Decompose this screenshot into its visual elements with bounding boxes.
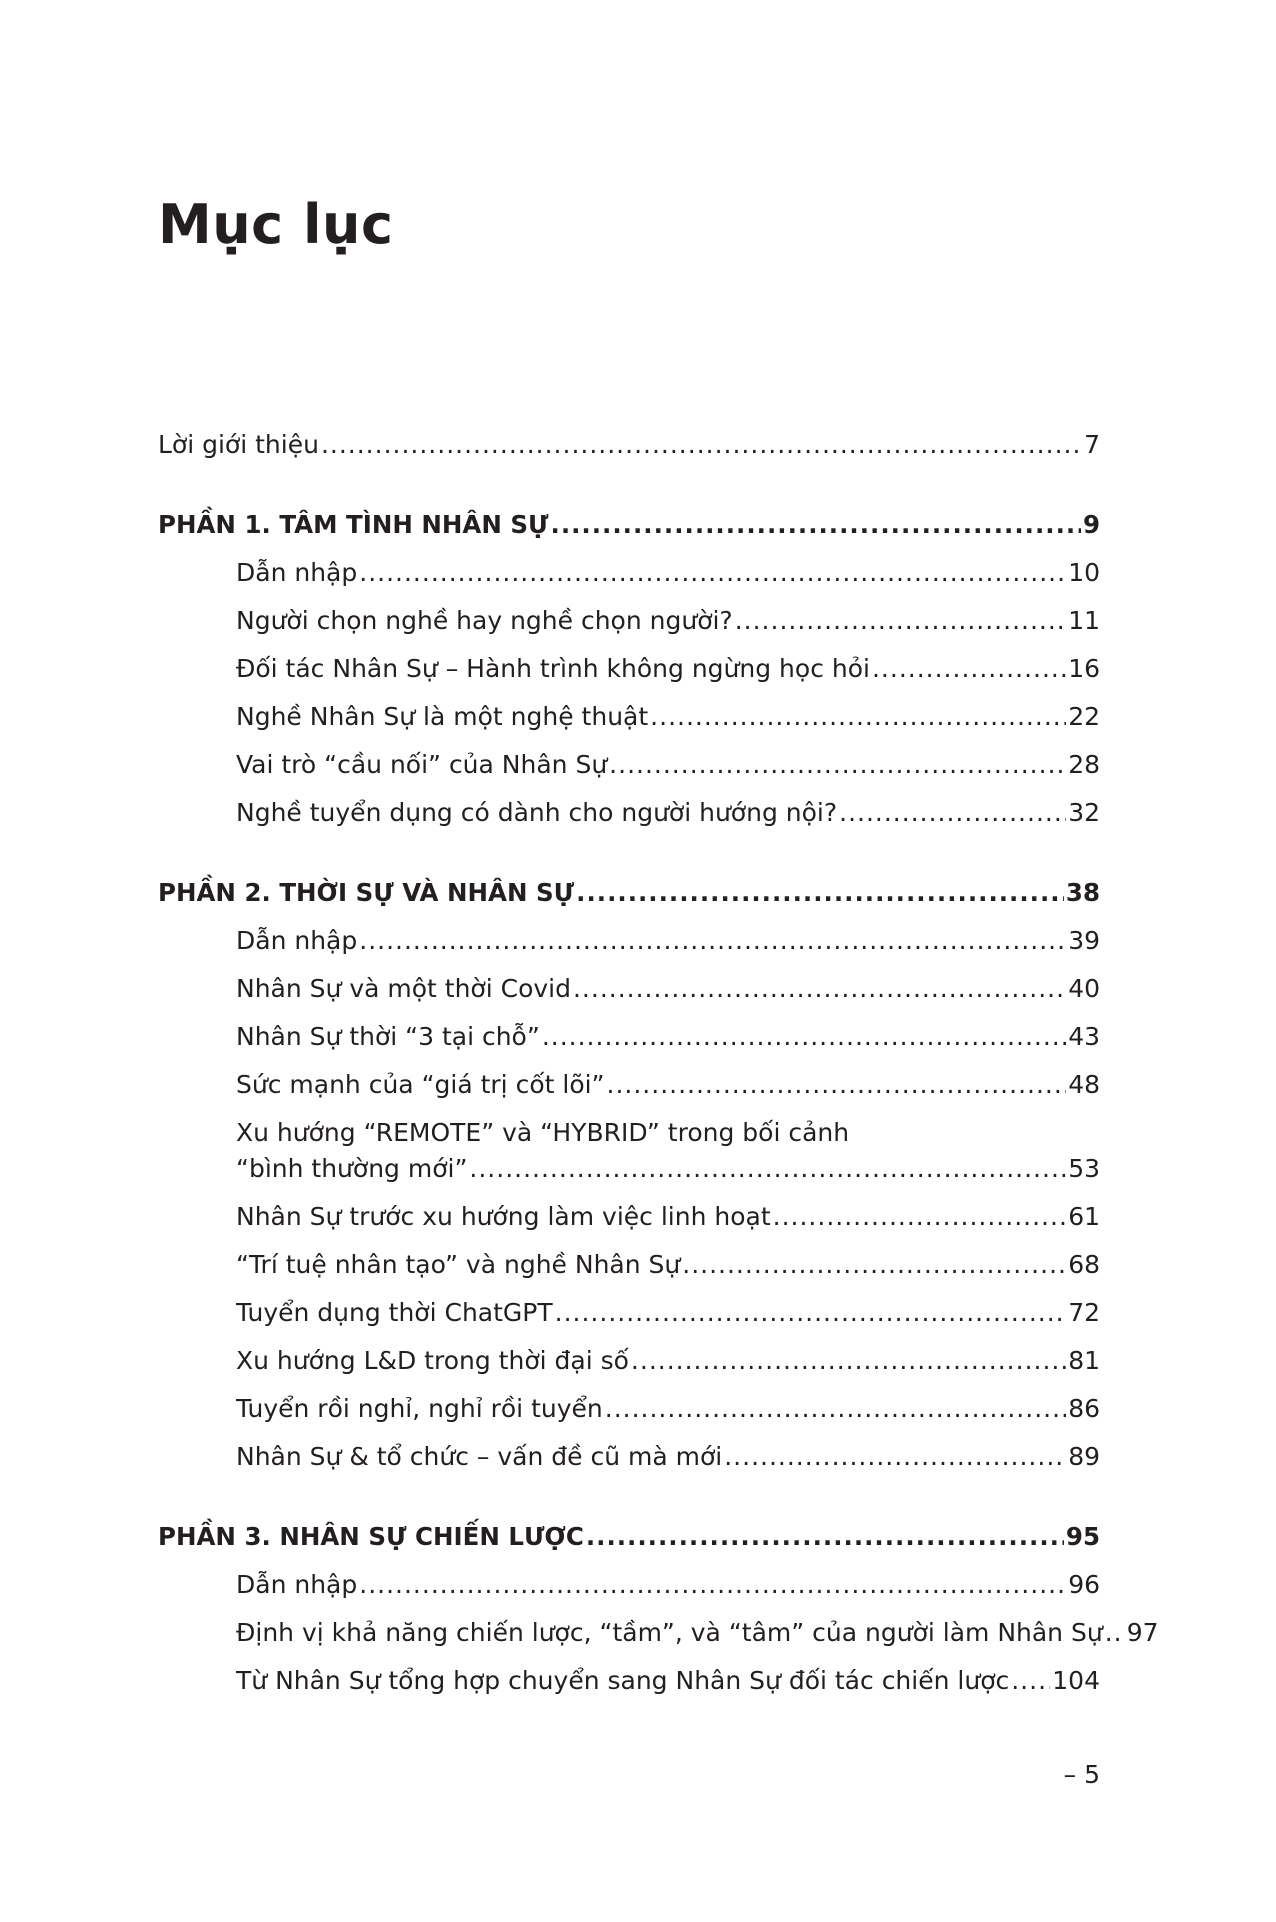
toc-entry-title: Tuyển dụng thời ChatGPT [236,1298,553,1327]
dot-leader [773,1202,1067,1232]
toc-entry-title: Nghề Nhân Sự là một nghệ thuật [236,702,649,731]
dot-leader [542,1022,1066,1052]
toc-entry-title: Vai trò “cầu nối” của Nhân Sự [236,750,608,779]
toc-entry[interactable] [236,1022,1100,1052]
toc-entry[interactable] [236,606,1100,636]
toc-entry-title: Nhân Sự thời “3 tại chỗ” [236,1022,540,1051]
dot-leader [650,702,1066,732]
toc-entry[interactable] [236,1298,1100,1328]
toc-entry-page: 95 [1065,1522,1100,1551]
dot-leader [609,750,1066,780]
toc-part-heading[interactable] [158,1522,1100,1552]
dot-leader [839,798,1066,828]
toc-entry-page: 9 [1082,510,1100,539]
toc-entry-page: 39 [1068,926,1100,955]
toc-entry[interactable] [236,1202,1100,1232]
toc-entry-title: PHẦN 1. TÂM TÌNH NHÂN SỰ [158,510,549,539]
toc-entry-page: 96 [1068,1570,1100,1599]
toc-entry-page: 32 [1068,798,1100,827]
toc-entry[interactable] [236,1442,1100,1472]
toc-entry-title: Xu hướng L&D trong thời đại số [236,1346,629,1375]
toc-entry-page: 22 [1068,702,1100,731]
toc-entry[interactable] [236,558,1100,588]
toc-entry-title: “Trí tuệ nhân tạo” và nghề Nhân Sự [236,1250,681,1279]
toc-entry-title: Định vị khả năng chiến lược, “tầm”, và “tâm” của người làm Nhân Sự [236,1618,1103,1647]
toc-entry-page: 10 [1068,558,1100,587]
toc-entry-title: PHẦN 3. NHÂN SỰ CHIẾN LƯỢC [158,1522,584,1551]
toc-entry-page: 28 [1068,750,1100,779]
dot-leader [586,1522,1064,1552]
toc-entry[interactable] [236,974,1100,1004]
dot-leader [631,1346,1066,1376]
toc-entry-title: Nhân Sự & tổ chức – vấn đề cũ mà mới [236,1442,723,1471]
toc-entry[interactable] [236,1570,1100,1600]
toc-entry[interactable] [236,702,1100,732]
toc-entry-page: 81 [1068,1346,1100,1375]
toc-entry-title: Đối tác Nhân Sự – Hành trình không ngừng học hỏi [236,654,870,683]
toc-entry-page: 7 [1084,430,1100,459]
dot-leader [469,1154,1066,1184]
dot-leader [359,926,1066,956]
toc-entry-title: Sức mạnh của “giá trị cốt lõi” [236,1070,605,1099]
toc-part-heading[interactable] [158,510,1100,540]
toc-entry-page: 86 [1068,1394,1100,1423]
toc-entry-page: 11 [1068,606,1100,635]
dot-leader [1011,1666,1050,1696]
dot-leader [573,974,1066,1004]
dot-leader [607,1070,1067,1100]
toc-entry-title: Dẫn nhập [236,1570,358,1599]
toc-entry-title: Nhân Sự trước xu hướng làm việc linh hoạt [236,1202,771,1231]
toc-entry-title: Lời giới thiệu [158,430,319,459]
dot-leader [1105,1618,1125,1648]
dot-leader [724,1442,1066,1472]
toc-entry[interactable] [236,926,1100,956]
dot-leader [872,654,1066,684]
toc-entry-page: 16 [1068,654,1100,683]
dot-leader [605,1394,1066,1424]
toc-entry[interactable] [236,1618,1159,1648]
toc-entry-title: Người chọn nghề hay nghề chọn người? [236,606,733,635]
toc-entry-title: “bình thường mới” [236,1154,468,1183]
dot-leader [359,1570,1066,1600]
toc-entry-page: 43 [1068,1022,1100,1051]
toc-entry[interactable] [236,1394,1100,1424]
toc-entry[interactable] [236,1346,1100,1376]
toc-entry-page: 53 [1068,1154,1100,1183]
toc-entry[interactable] [236,1250,1100,1280]
toc-entry-page: 97 [1126,1618,1159,1647]
page-title: Mục lục [158,193,394,256]
toc-entry[interactable] [236,654,1100,684]
page-number: – 5 [1063,1760,1100,1789]
toc-entry[interactable] [236,1070,1100,1100]
dot-leader [682,1250,1066,1280]
toc-entry-title: PHẦN 2. THỜI SỰ VÀ NHÂN SỰ [158,878,575,907]
toc-entry-page: 68 [1068,1250,1100,1279]
toc-entry-title: Tuyển rồi nghỉ, nghỉ rồi tuyển [236,1394,603,1423]
toc-entry-page: 104 [1052,1666,1100,1695]
dot-leader [321,430,1082,460]
dot-leader [551,510,1081,540]
toc-entry-title: Nghề tuyển dụng có dành cho người hướng nội? [236,798,838,827]
dot-leader [735,606,1066,636]
toc-entry[interactable] [236,798,1100,828]
toc-entry-page: 72 [1068,1298,1100,1327]
toc-entry-title: Từ Nhân Sự tổng hợp chuyển sang Nhân Sự đối tác chiến lược [236,1666,1010,1695]
toc-entry[interactable] [236,1154,1100,1184]
dot-leader [555,1298,1067,1328]
toc-entry[interactable] [158,430,1100,460]
dot-leader [359,558,1066,588]
toc-entry-page: 61 [1068,1202,1100,1231]
dot-leader [576,878,1064,908]
toc-entry-page: 48 [1068,1070,1100,1099]
toc-entry-page: 89 [1068,1442,1100,1471]
toc-entry-title: Dẫn nhập [236,926,358,955]
toc-entry[interactable] [236,1666,1100,1696]
toc-entry-title: Nhân Sự và một thời Covid [236,974,571,1003]
toc-entry-title: Dẫn nhập [236,558,358,587]
toc-entry-page: 38 [1065,878,1100,907]
toc-entry[interactable] [236,750,1100,780]
toc-part-heading[interactable] [158,878,1100,908]
toc-entry-page: 40 [1068,974,1100,1003]
toc-entry-title-line1: Xu hướng “REMOTE” và “HYBRID” trong bối cảnh [236,1118,850,1147]
